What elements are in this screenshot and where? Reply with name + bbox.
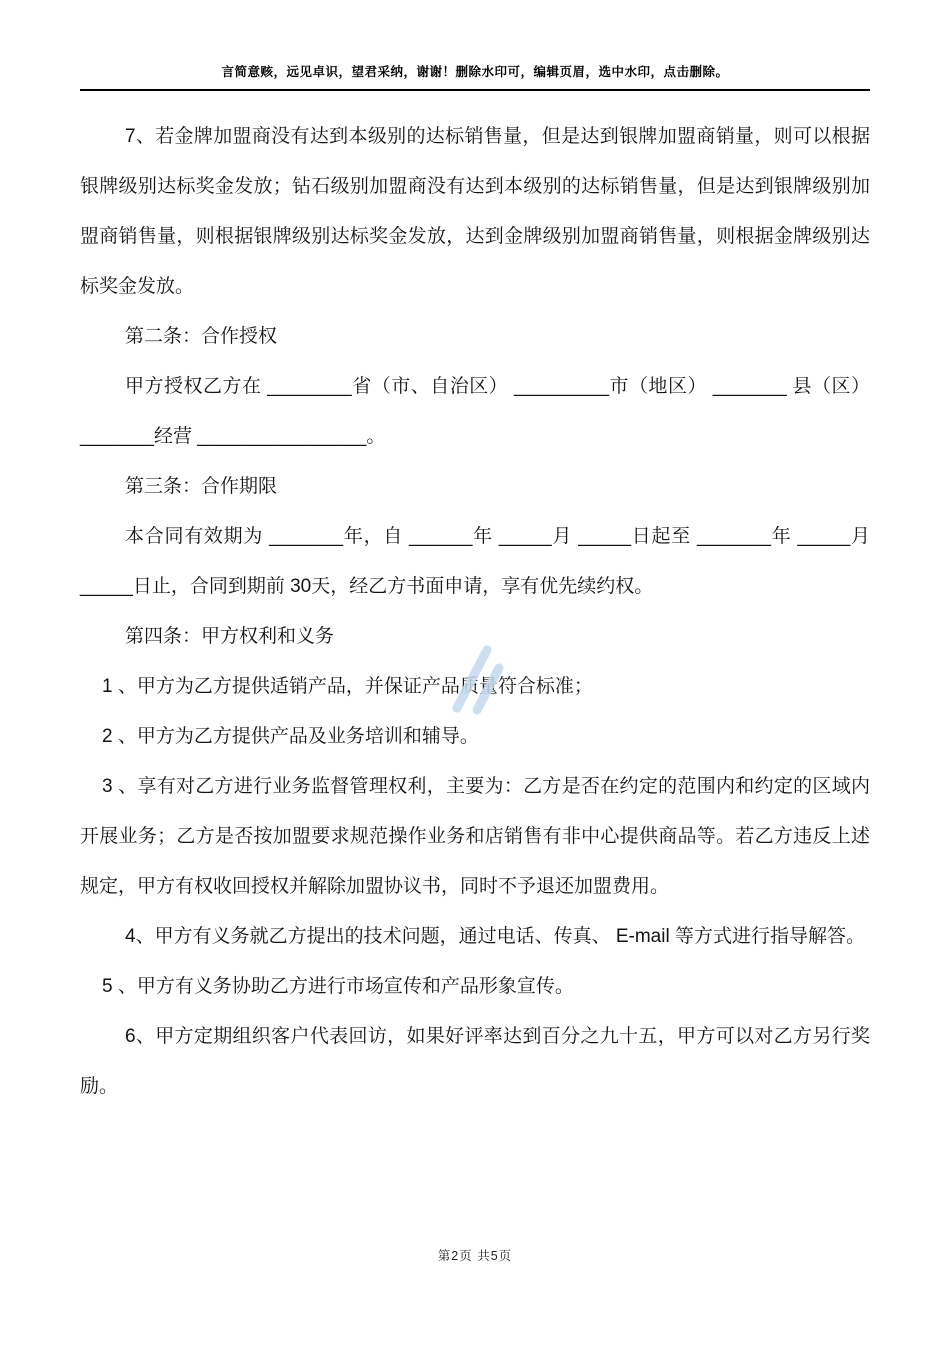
paragraph: 4、甲方有义务就乙方提出的技术问题，通过电话、传真、 E-mail 等方式进行指导解答。 [125,926,865,947]
paragraph: 7、若金牌加盟商没有达到本级别的达标销售量，但是达到银牌加盟商销量，则可以根据银牌级别达标奖金发放；钻石级别加盟商没有达到本级别的达标销售量，但是达到银牌级别加盟商销售量，则根据银牌级别达标奖金发放，达到金牌级别加盟商销售量，则根据金牌级别达标奖金发放。 [80,126,870,297]
page-number: 第2页 共5页 [437,1249,513,1263]
paragraph: 甲方授权乙方在 ________省（市、自治区） _________市（地区） _______ 县（区） _______经营 ________________。 [80,376,870,447]
paragraph: 本合同有效期为 _______年，自 ______年 _____月 _____日起至 _______年 _____月 _____日止，合同到期前 30天，经乙方书面申请，享有优先续约权。 [80,526,870,597]
paragraph: 第三条：合作期限 [125,476,278,497]
document-body [80,112,870,1112]
paragraph: 6、甲方定期组织客户代表回访，如果好评率达到百分之九十五，甲方可以对乙方另行奖励。 [80,1026,870,1097]
paragraph: 第二条：合作授权 [125,326,278,347]
page-header [80,62,870,91]
paragraph: 3 、享有对乙方进行业务监督管理权利，主要为：乙方是否在约定的范围内和约定的区域内开展业务；乙方是否按加盟要求规范操作业务和店销售有非中心提供商品等。若乙方违反上述规定，甲方有权收回授权并解除加盟协议书，同时不予退还加盟费用。 [80,776,870,897]
paragraph: 第四条：甲方权利和义务 [125,626,335,647]
header-note: 言简意赅，远见卓识，望君采纳，谢谢！删除水印可，编辑页眉，选中水印，点击删除。 [221,65,729,79]
paragraph: 5 、甲方有义务协助乙方进行市场宣传和产品形象宣传。 [102,976,574,997]
paragraph: 2 、甲方为乙方提供产品及业务培训和辅导。 [102,726,479,747]
page-footer [0,1246,950,1264]
header-divider [80,89,870,91]
paragraph: 1 、甲方为乙方提供适销产品，并保证产品质量符合标准； [102,676,593,697]
